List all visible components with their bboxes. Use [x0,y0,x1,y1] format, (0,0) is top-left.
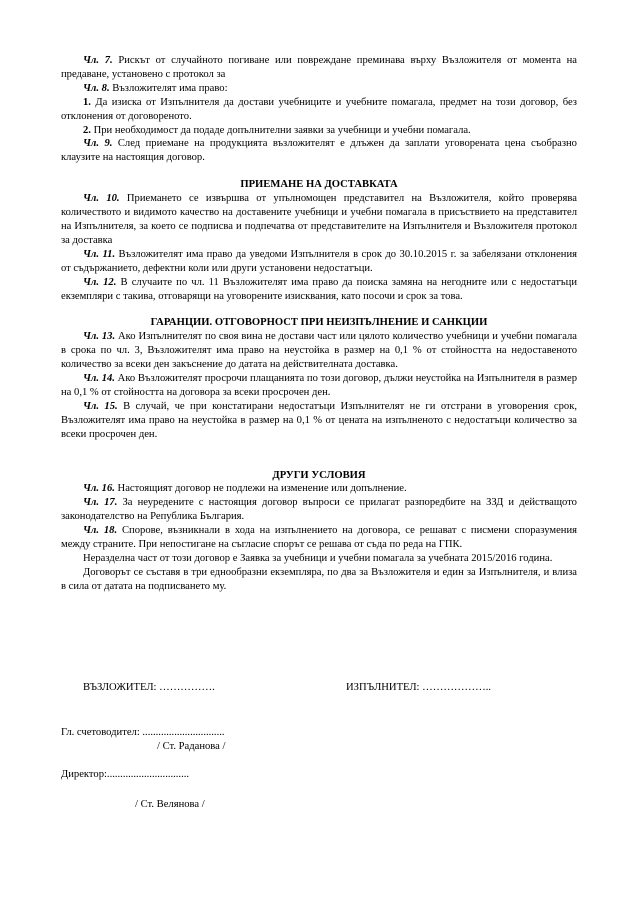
article-13: Чл. 13. Ако Изпълнителят по своя вина не достави част или цялото количество учебници и учебни помагала в срока по чл. 3, Възложителят има право на неустойка в размер на 0,1 % от стойността на недоставеното количество за всеки ден закъснение до датата на действителната доставка. [61,331,578,371]
article-9: Чл. 9. След приемане на продукцията възложителят е длъжен да заплати уговорената цена съобразно клаузите на настоящия договор. [61,138,577,164]
annex-paragraph: Неразделна част от този договор е Заявка за учебници и учебни помагала за учебната 2015/2016 година. [83,553,553,564]
article-10: Чл. 10. Приемането се извършва от упълномощен представител на Възложителя, който проверява количеството и видимото качество на доставените учебници и учебни помагала в присъствието на представител на Изпълнителя, за което се подписва и подпечатва от представителите на Изпълнителя и Възложителя протокол за доставка [61,193,577,246]
director-name: / Ст. Велянова / [135,799,205,810]
article-7: Чл. 7. Рискът от случайното погиване или повреждане преминава върху Възложителя от момента на предаване, установено с протокол за [61,55,577,80]
contractor-signature: ИЗПЪЛНИТЕЛ: ……………….. [346,682,492,693]
article-15: Чл. 15. В случай, че при констатирани недостатъци Изпълнителят не ги отстрани в уговорения срок, Възложителят има право на неустойка в размер на 0,1 % от цената на изпълненото с недостатъци количество за всеки просрочен ден. [61,400,577,440]
article-12: Чл. 12. В случаите по чл. 11 Възложителят има право да поиска замяна на негодните или с недостатъци екземпляри с такива, отговарящи на уговорените изисквания, като посочи и срок за това. [61,276,577,302]
article-8-item-2: 2. При необходимост да подаде допълнителни заявки за учебници и учебни помагала. [83,124,471,136]
article-17: Чл. 17. За неуредените с настоящия договор въпроси се прилагат разпоредбите на ЗЗД и действащото законодателство на Република България. [61,497,577,523]
article-8-item-1: 1. Да изиска от Изпълнителя да достави учебниците и учебните помагала, предмет на този договор, без отклонения от договореното. [61,96,577,122]
article-8: Чл. 8. Възложителят има право: [83,82,228,94]
article-11: Чл. 11. Възложителят има право да уведоми Изпълнителя в срок до 30.10.2015 г. за забелязани отклонения от съдържанието, дефектни коли или други установени недостатъци. [61,248,577,274]
article-18: Чл. 18. Спорове, възникнали в хода на изпълнението на договора, се решават с писмени споразумения между страните. При непостигане на съгласие спорът се решава от съда по реда на ГПК. [61,525,577,551]
copies-paragraph: Договорът се съставя в три еднообразни екземпляра, по два за Възложителя и един за Изпълнителя, и влиза в сила от датата на подписването му. [61,566,577,592]
article-14: Чл. 14. Ако Възложителят просрочи плащанията по този договор, дължи неустойка на Изпълнителя в размер на 0,1 % от стойността на договора за всеки просрочен ден. [61,373,578,398]
accountant-signature: Гл. счетоводител: ............................... [61,727,225,738]
section-title-other: ДРУГИ УСЛОВИЯ [272,469,366,481]
director-signature: Директор:............................... [61,769,190,780]
section-title-acceptance: ПРИЕМАНЕ НА ДОСТАВКАТА [240,179,398,191]
section-title-guarantees: ГАРАНЦИИ. ОТГОВОРНОСТ ПРИ НЕИЗПЪЛНЕНИЕ И САНКЦИИ [150,317,488,329]
article-16: Чл. 16. Настоящият договор не подлежи на изменение или допълнение. [83,483,407,495]
accountant-name: / Ст. Раданова / [157,741,226,752]
contract-body [61,54,577,594]
client-signature: ВЪЗЛОЖИТЕЛ: ……………. [83,682,215,693]
